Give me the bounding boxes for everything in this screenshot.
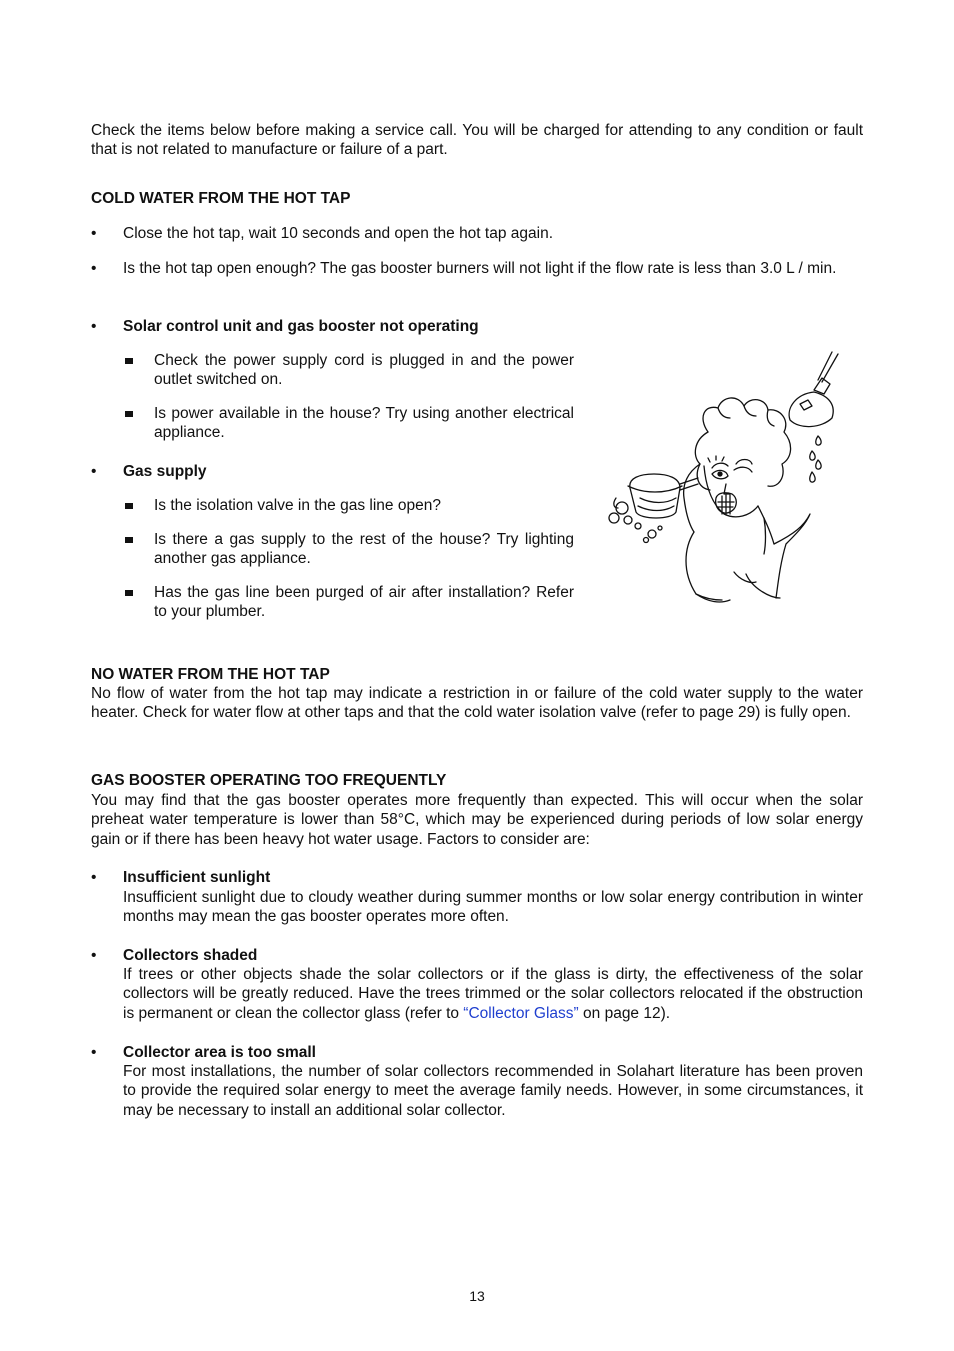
square-bullet-icon [125,537,133,543]
bullet-icon: • [91,225,97,242]
insufficient-sunlight-body: Insufficient sunlight due to cloudy weather during summer months or low solar energy contribution in winter months may mean the gas booster operates more often. [123,889,863,926]
gas-supply-title: Gas supply [123,463,207,480]
gas-item-2: Is there a gas supply to the rest of the house? Try lighting another gas appliance. [154,531,574,568]
collector-area-body: For most installations, the number of solar collectors recommended in Solahart literature has been proven to provide the required solar energy to meet the average family needs. However, in some circumstances, it may be necessary to install an additional solar collector. [123,1063,863,1119]
solar-control-title: Solar control unit and gas booster not operating [123,318,479,335]
bullet-icon: • [91,1044,97,1061]
bullet-icon: • [91,869,97,886]
collectors-shaded-body [123,965,863,1023]
square-bullet-icon [125,358,133,364]
solar-item-1: Check the power supply cord is plugged in and the power outlet switched on. [154,352,574,389]
collectors-shaded-title: Collectors shaded [123,947,258,964]
bullet-icon: • [91,260,97,277]
cold-bullet-1: Close the hot tap, wait 10 seconds and open the hot tap again. [123,225,554,242]
gas-item-1: Is the isolation valve in the gas line open? [154,497,441,514]
collector-area-title: Collector area is too small [123,1044,316,1061]
intro-paragraph: Check the items below before making a service call. You will be charged for attending to any condition or fault that is not related to manufacture or failure of a part. [91,122,863,159]
solar-item-2: Is power available in the house? Try using another electrical appliance. [154,405,574,442]
cold-bullet-2: Is the hot tap open enough? The gas booster burners will not light if the flow rate is less than 3.0 L / min. [123,260,837,277]
gas-booster-body: You may find that the gas booster operates more frequently than expected. This will occur when the solar preheat water temperature is lower than 58°C, which may be experienced during periods of low solar energy gain or if there has been heavy hot water usage. Factors to consider are: [91,792,863,848]
collector-glass-link[interactable]: “Collector Glass” [463,1004,579,1022]
square-bullet-icon [125,411,133,417]
square-bullet-icon [125,503,133,509]
bullet-icon: • [91,947,97,964]
bullet-icon: • [91,463,97,480]
collectors-shaded-text-1: If trees or other objects shade the solar collectors or if the glass is dirty, the effectiveness of the solar collectors will be greatly reduced. Have the trees trimmed or the solar collectors relocated if the obstruction is permanent or clean the collector glass (refer to [123,966,863,1022]
insufficient-sunlight-title: Insufficient sunlight [123,869,271,886]
collectors-shaded-text-2: on page 12). [578,1004,671,1022]
cold-water-heading: COLD WATER FROM THE HOT TAP [91,190,351,207]
page-number: 13 [469,1288,485,1304]
bullet-icon: • [91,318,97,335]
square-bullet-icon [125,590,133,596]
no-water-body: No flow of water from the hot tap may indicate a restriction in or failure of the cold water supply to the water heater. Check for water flow at other taps and that the cold water isolation valve (refer to page 29) is fully open. [91,685,863,722]
gas-item-3: Has the gas line been purged of air after installation? Refer to your plumber. [154,584,574,621]
shower-illustration [600,348,850,606]
gas-booster-heading: GAS BOOSTER OPERATING TOO FREQUENTLY [91,772,447,789]
no-water-heading: NO WATER FROM THE HOT TAP [91,666,330,683]
